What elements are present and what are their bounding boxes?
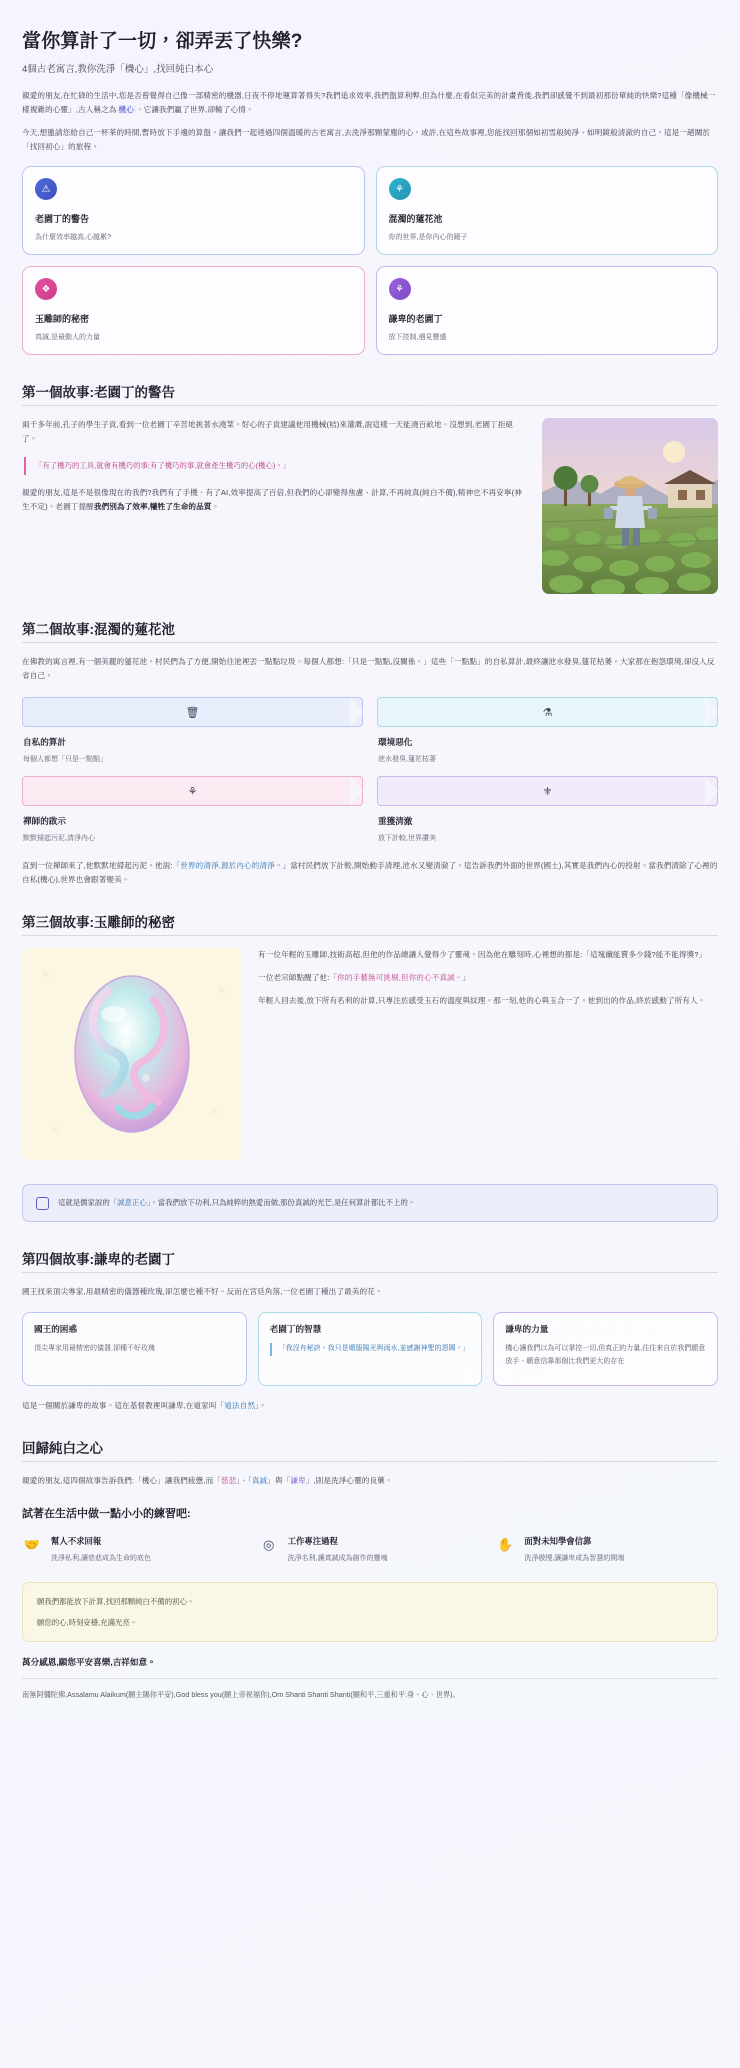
wish-line-1: 願我們都能放下計算,找回那顆純白不備的初心。 [37, 1597, 195, 1607]
story-1-p2-emphasis: 我們別為了效率,犧牲了生命的品質 [93, 501, 212, 511]
divider [22, 642, 718, 643]
helping-hands-icon: 🤝 [23, 1536, 41, 1552]
story-4-card-grid [22, 1312, 718, 1386]
story-4-card-1[interactable] [22, 1312, 247, 1386]
seedling-icon: ⚘ [389, 278, 411, 300]
conclusion-p1-prefix: 親愛的朋友,這四個故事告訴我們:「機心」讓我們疲憊,而「 [22, 1476, 221, 1486]
gem-icon: ❖ [35, 278, 57, 300]
flow-step-4-arrow [377, 776, 718, 806]
story-4-card-1-title: 國王的困惑 [34, 1324, 77, 1335]
callout-link[interactable]: 誠意正心 [117, 1198, 147, 1208]
water-drop-icon: ⚘ [389, 178, 411, 200]
story-1-paragraph-2: 親愛的朋友,這是不是很像現在的我們?我們有了手機、有了AI,效率提高了百倍,但我們的心卻變得焦慮、計算,不再純真(純白不備),精神也不再安寧(神生不定)。老園丁提醒我們別為了效率,犧牲了生命的品質。 [22, 487, 522, 511]
practice-item-1-subtitle: 洗淨私利,讓慈悲成為生命的底色 [51, 1554, 151, 1562]
story-4-card-2-title: 老園丁的智慧 [269, 1324, 322, 1335]
callout-box [22, 1184, 718, 1222]
section-story-2 [22, 618, 718, 887]
story-2-flow-diagram [22, 697, 718, 843]
divider [22, 1461, 718, 1462]
section-story-1 [22, 381, 718, 594]
conclusion-p1-mid-2: 」與「 [267, 1476, 291, 1486]
story-4-card-3-body: 機心讓我們以為可以掌控一切,但真正的力量,往往來自於我們願意放手、願意信靠那個比我們更大的存在 [505, 1345, 706, 1366]
conclusion-link-sincerity[interactable]: 真誠 [251, 1476, 268, 1486]
story-3-paragraph-1: 有一位年輕的玉雕師,技術高超,但他的作品總讓人覺得少了靈魂。因為他在雕刻時,心裡想的都是:「這塊纖能賣多少錢?能不能得獎?」 [258, 950, 707, 960]
practice-item-3-title: 面對未知學會信靠 [524, 1535, 592, 1546]
story-1-paragraph-1: 兩千多年前,孔子的學生子貢,看到一位老園丁辛苦地挑著水澆菜。好心的子貢建議他用機械(桔)來灌溉,說這樣一天能澆百畝地。沒想到,老園丁拒絕了。 [22, 420, 514, 444]
practice-item-1-title: 幫人不求回報 [51, 1535, 102, 1546]
overview-card-1-title: 老園丁的警告 [35, 214, 90, 225]
intro-paragraph-2: 今天,想邀請您給自己一杯茶的時間,暫時放下手邊的算盤。讓我們一起透過四個溫暖的古老寓言,去洗淨那顆蒙塵的心。或許,在這些故事裡,您能找回那個如初雪般純淨、如明鏡般清澈的自己。這是一趟關於「找回初心」的旅程。 [22, 128, 711, 152]
callout-text [58, 1196, 415, 1209]
page-subtitle: 4個古老寓言,教你洗淨「機心」,找回純白本心 [22, 64, 214, 75]
flow-step-1-title: 自私的算計 [23, 737, 66, 748]
divider [22, 935, 718, 936]
story-3-p2-prefix: 一位老宗師點醒了他:「 [258, 973, 338, 983]
practice-item-2-title: 工作專注過程 [287, 1535, 338, 1546]
overview-card-3-title: 玉雕師的秘密 [35, 314, 90, 325]
story-4-paragraph-2 [22, 1399, 718, 1413]
practice-item-3 [495, 1535, 718, 1565]
warn-icon: ⚠ [35, 178, 57, 200]
conclusion-p1-suffix: 」,則是洗淨心靈的良藥。 [305, 1476, 393, 1486]
story-3-inline-quote-link[interactable]: 你的手藝無可挑剔,但你的心不真誠。 [337, 973, 463, 983]
flow-step-4-subtitle: 放下計較,世界讚美 [378, 835, 436, 843]
story-4-card-2[interactable] [258, 1312, 483, 1386]
flow-step-1-subtitle: 每個人都想「只是一點點」 [23, 756, 107, 764]
overview-card-4-subtitle: 放下控制,遇見豐盛 [388, 334, 447, 342]
story-1-p2-text: 親愛的朋友,這是不是很像現在的我們?我們有了手機、有了AI,效率提高了百倍,但我們的心卻變得焦慮、計算,不再純真(純白不備),精神也不再安寧(神生不定)。老園丁提醒 [22, 487, 522, 511]
flow-step-3-subtitle: 默默掃起污泥,清淨內心 [23, 835, 95, 843]
open-hand-icon: ✋ [497, 1536, 514, 1552]
lotus-icon: ⚜ [542, 785, 553, 798]
jade-sculpture-svg [22, 948, 242, 1160]
story-2-p2-suffix: 。」當村民們放下計較,開始動手清理,池水又變清澈了。這告訴我們外面的世界(國土),其實是我們內心的投射。當我們清除了心裡的自私(機心),世界也會跟著變美。 [22, 861, 718, 885]
section-story-4 [22, 1248, 718, 1413]
flow-step-2 [377, 697, 718, 764]
final-multifaith-line: 南無阿彌陀佛,Assalamu Alaikum(願主賜你平安),God bless you(願上帝祝福你),Om Shanti Shanti Shanti(願和平,三重和平:身、心、世界)。 [22, 1690, 460, 1700]
meditation-icon: ⚘ [187, 785, 198, 798]
conclusion-heading: 回歸純白之心 [22, 1441, 103, 1457]
trash-icon: 🗑 [185, 706, 200, 719]
garden-illustration-svg [542, 418, 718, 594]
conclusion-paragraph-1 [22, 1474, 718, 1488]
factory-icon: ⚗ [542, 706, 553, 719]
conclusion-link-humility[interactable]: 謙卑 [290, 1476, 306, 1486]
garden-illustration [542, 418, 718, 594]
practice-item-2-subtitle: 洗淨名利,讓真誠成為創作的靈魂 [287, 1554, 388, 1562]
story-3-heading: 第三個故事:玉雕師的秘密 [22, 915, 175, 931]
conclusion-link-compassion[interactable]: 慈悲 [220, 1476, 237, 1486]
story-4-inline-link[interactable]: 道法自然 [224, 1401, 256, 1411]
overview-card-4[interactable] [376, 266, 719, 355]
overview-card-2-title: 混濁的蓮花池 [388, 214, 443, 225]
intro-paragraph-1: 親愛的朋友,在忙碌的生活中,您是否曾覺得自己像一部精密的機器,日夜不停地運算著得失?我們追求效率,我們盤算利弊,但為什麼,在看似完美的計畫背後,我們卻感覺不到最初那份單純的快樂?這種「像機械一樣複雜的心靈」,古人稱之為 機心 。它讓我們贏了世界,卻輸了心情。 [22, 91, 716, 115]
flow-step-1-arrow [22, 697, 363, 727]
story-4-paragraph-1: 國王找來頂尖專家,用最精密的儀器種玫瑰,卻怎麼也種不好。反而在宮廷角落,一位老園丁種出了最美的花。 [22, 1287, 383, 1297]
flow-step-4 [377, 776, 718, 843]
story-3-paragraph-2 [258, 971, 718, 985]
story-4-card-3-title: 謙卑的力量 [505, 1324, 549, 1335]
flow-step-3-title: 禪師的啟示 [23, 816, 66, 827]
overview-card-2[interactable] [376, 166, 719, 255]
overview-card-1-subtitle: 為什麼效率越高,心越累? [35, 234, 111, 242]
section-story-3 [22, 911, 718, 1160]
divider [22, 405, 718, 406]
flow-step-1 [22, 697, 363, 764]
overview-card-3[interactable] [22, 266, 365, 355]
story-3-paragraph-3: 年輕人回去後,放下所有名利的計算,只專注於感受玉石的溫度與紋理。那一刻,他的心與玉合一了。他到出的作品,終於感動了所有人。 [258, 996, 706, 1006]
flow-step-4-title: 重獲清澈 [378, 816, 413, 827]
story-1-heading: 第一個故事:老園丁的警告 [22, 385, 175, 401]
overview-card-3-subtitle: 真誠,是最動人的力量 [35, 334, 100, 342]
story-2-paragraph-2 [22, 859, 718, 887]
page-title: 當你算計了一切，卻弄丟了快樂? [22, 31, 303, 52]
note-icon [36, 1197, 49, 1210]
flow-step-2-title: 環境惡化 [378, 737, 413, 748]
overview-card-4-title: 謙卑的老園丁 [388, 314, 443, 325]
story-4-heading: 第四個故事:謙卑的老園丁 [22, 1252, 175, 1268]
story-4-card-2-quote: 「我沒有秘訣。我只是順服陽光與雨水,並感謝神聖的恩賜。」 [270, 1343, 471, 1356]
wish-line-2: 願您的心,時刻安穩,充滿光亮。 [37, 1617, 138, 1627]
flow-step-2-arrow [377, 697, 718, 727]
story-2-paragraph-1: 在佛教的寓言裡,有一個美麗的蓮花池。村民們為了方便,開始往池裡丟一點點垃圾。每個人都想:「只是一點點,沒關係。」這些「一點點」的自私算計,最終讓池水發臭,蓮花枯萎。大家都在抱怨環境,卻沒人反省自己。 [22, 657, 715, 681]
overview-card-1[interactable] [22, 166, 365, 255]
story-4-p2-suffix: 」。 [255, 1401, 267, 1411]
overview-card-grid [22, 166, 718, 355]
section-conclusion [22, 1437, 718, 1702]
callout-suffix: 」。當我們放下功利,只為純粹的熱愛而做,那份真誠的光芒,是任何算計都比不上的。 [146, 1198, 416, 1208]
story-2-inline-link[interactable]: 世界的清淨,源於內心的清淨 [180, 861, 275, 871]
story-4-card-3[interactable] [493, 1312, 718, 1386]
overview-card-2-subtitle: 你的世界,是你內心的鏡子 [388, 234, 468, 242]
story-1-quote: 「有了機巧的工具,就會有機巧的事;有了機巧的事,就會產生機巧的心(機心)。」 [24, 457, 526, 474]
final-blessing-bold: 萬分感恩,願您平安喜樂,吉祥如意。 [22, 1657, 156, 1668]
practice-heading: 試著在生活中做一點小小的練習吧: [22, 1507, 191, 1520]
story-4-card-1-body: 頂尖專家用最精密的儀器,卻種不好玫瑰 [34, 1345, 155, 1353]
conclusion-p1-mid-1: 」、「 [236, 1476, 252, 1486]
jade-sculpture-illustration [22, 948, 242, 1160]
divider [22, 1272, 718, 1273]
practice-item-3-subtitle: 洗淨傲慢,讓謙卑成為智慧的開端 [524, 1554, 625, 1562]
story-4-p2-prefix: 這是一個關於謙卑的故事。這在基督教裡叫謙卑,在道家叫「 [22, 1401, 225, 1411]
story-2-p2-prefix: 直到一位禪師來了,他默默地掃起污泥。他說:「 [22, 861, 181, 871]
term-jixin-1: 機心 [118, 105, 134, 115]
divider [22, 1678, 718, 1679]
story-2-heading: 第二個故事:混濁的蓮花池 [22, 622, 175, 638]
practice-item-1 [22, 1535, 245, 1565]
flow-step-3 [22, 776, 363, 843]
wishes-box [22, 1582, 718, 1642]
practice-item-2 [259, 1535, 482, 1565]
story-3-p2-suffix: 」 [462, 973, 471, 983]
practice-grid [22, 1535, 718, 1565]
focus-icon: ◎ [262, 1536, 275, 1552]
flow-step-3-arrow [22, 776, 363, 806]
flow-step-2-subtitle: 池水發臭,蓮花枯萎 [378, 756, 436, 764]
callout-prefix: 這就是儒家說的「 [58, 1198, 118, 1208]
